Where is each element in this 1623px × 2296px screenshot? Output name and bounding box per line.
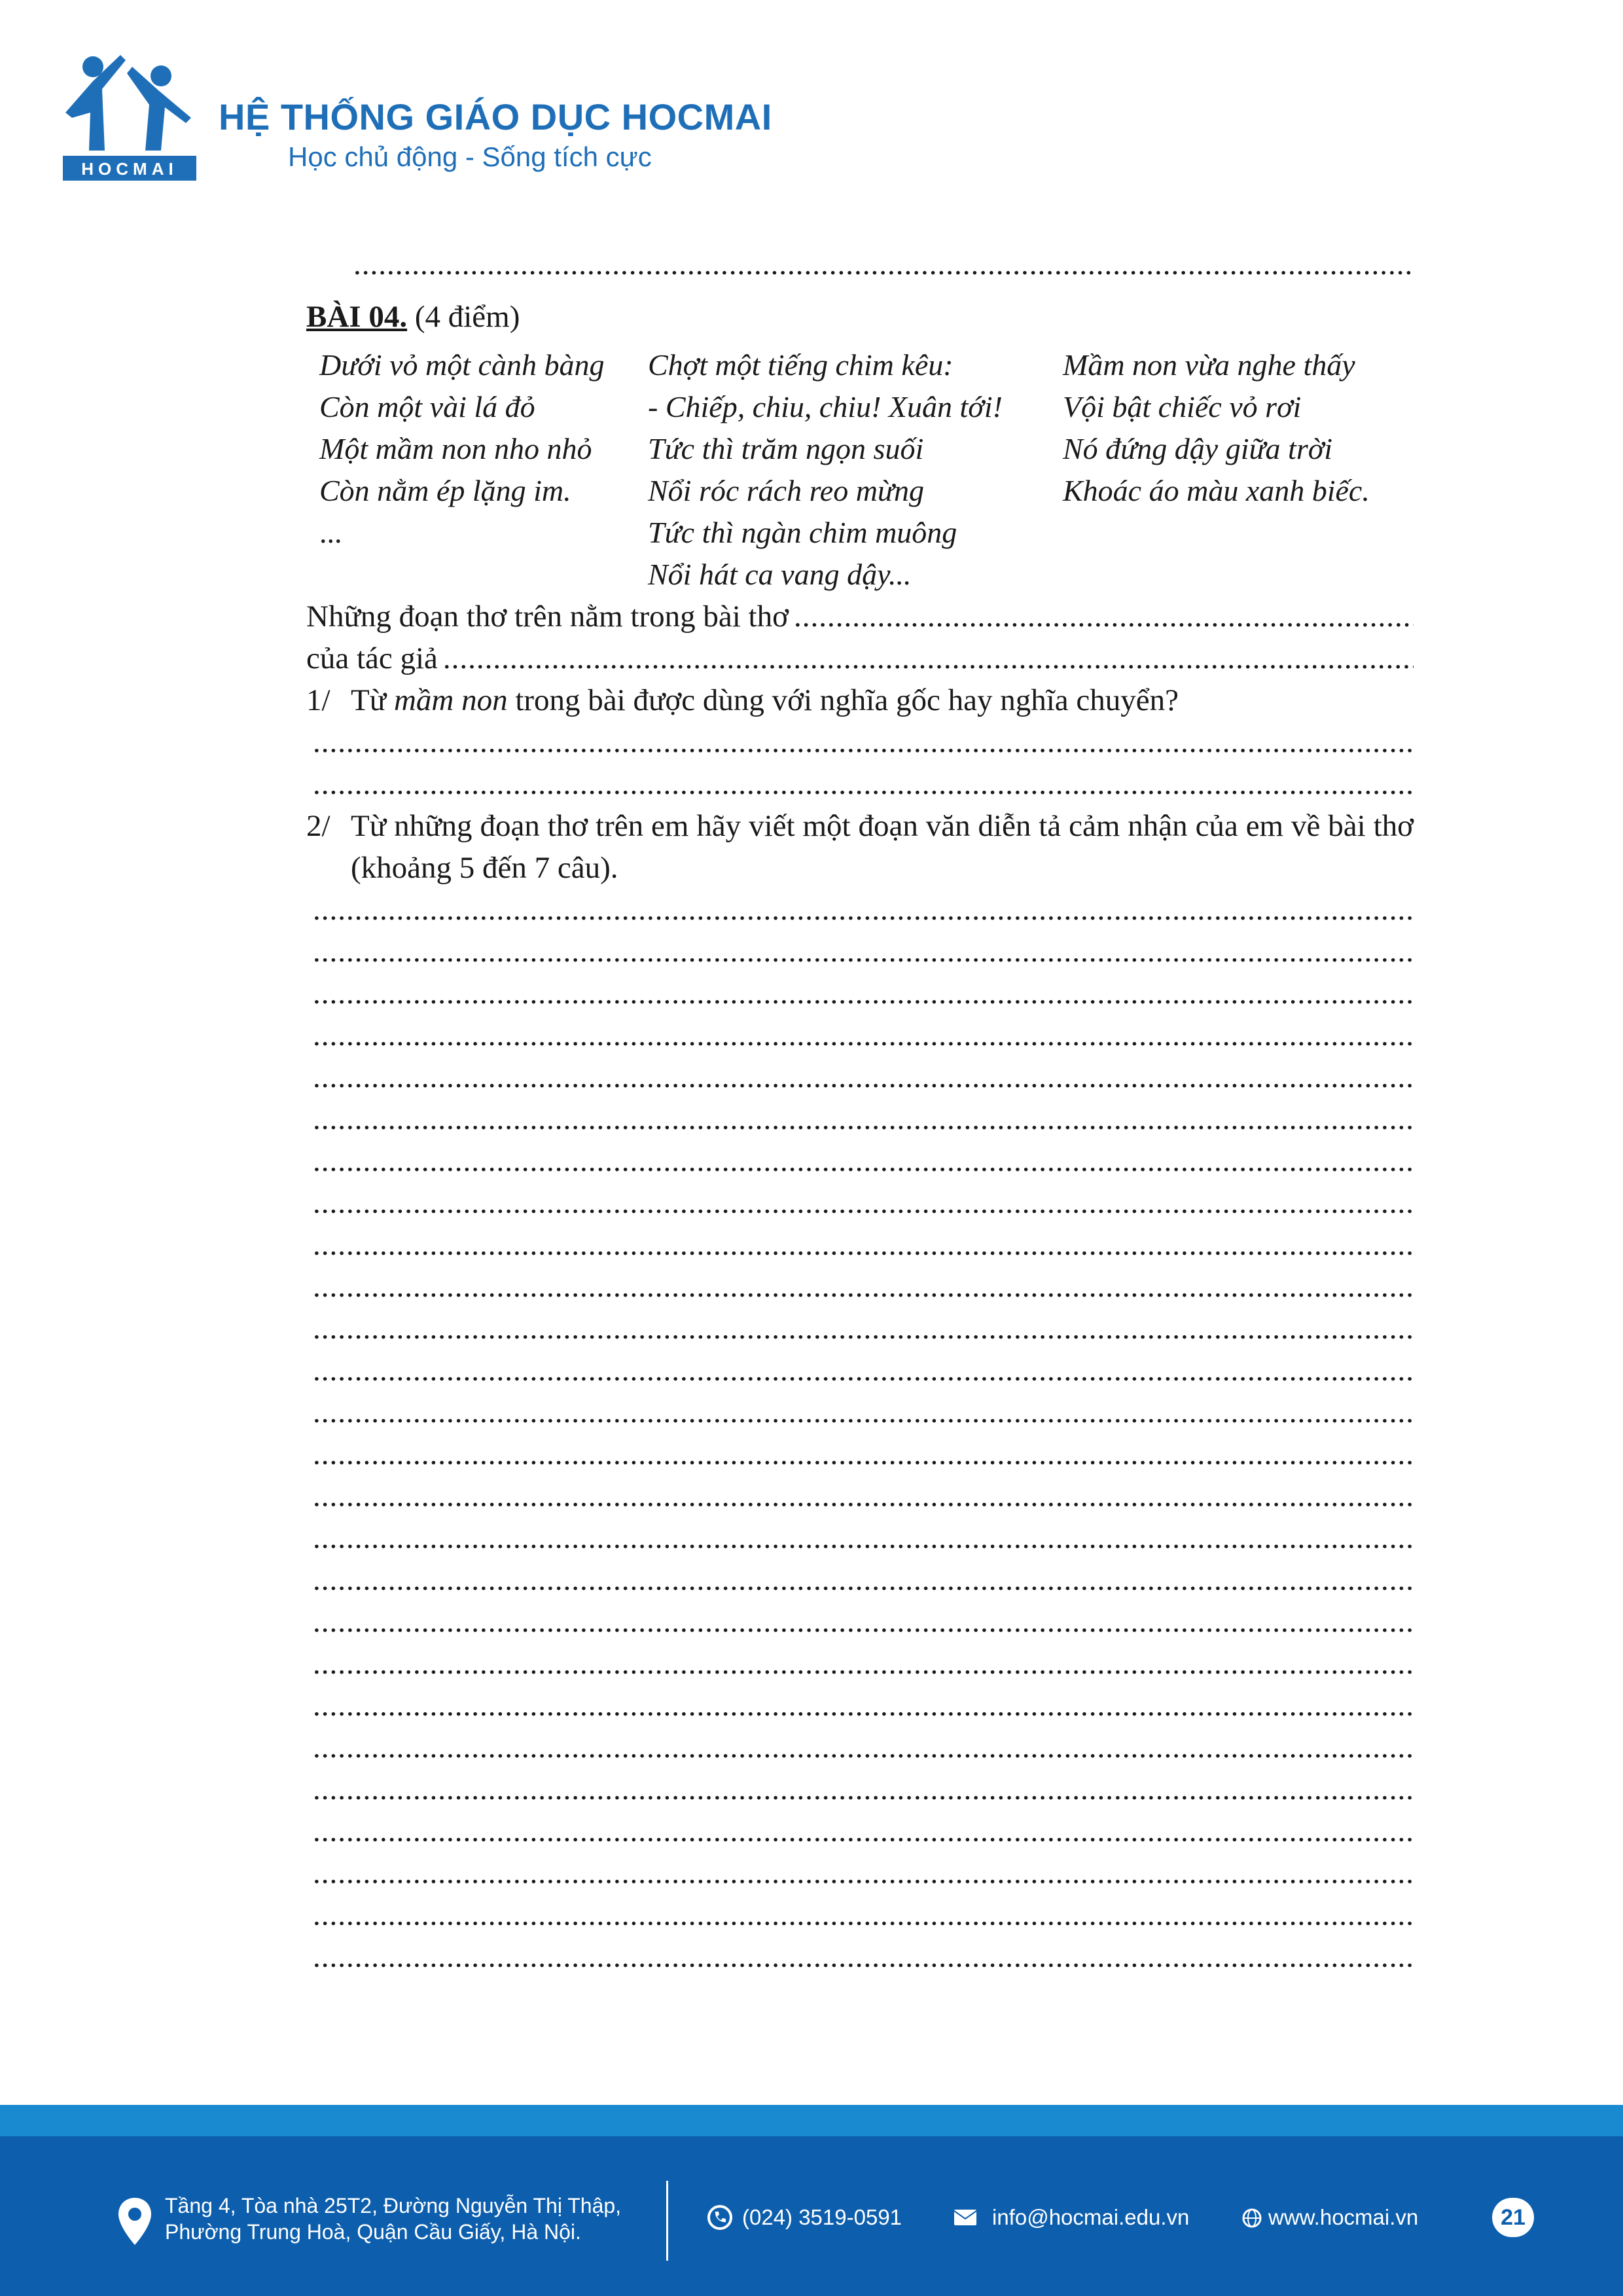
page-footer [0, 2136, 1623, 2296]
answer-line[interactable] [313, 721, 1414, 763]
answer-line[interactable] [353, 243, 1414, 285]
answer-line[interactable] [313, 1350, 1414, 1391]
poem-line: Vội bật chiếc vỏ rơi [1063, 390, 1302, 423]
exercise-title [306, 285, 1414, 344]
poem-excerpt [306, 344, 1414, 596]
poem-line: Tức thì trăm ngọn suối [648, 432, 924, 465]
source-answer-line[interactable] [794, 596, 1414, 637]
footer-email[interactable]: info@hocmai.edu.vn [992, 2205, 1190, 2229]
brand-slogan: Học chủ động - Sống tích cực [288, 141, 652, 172]
address-line-2: Phường Trung Hoà, Quận Cầu Giấy, Hà Nội. [165, 2220, 581, 2244]
page-number: 21 [1492, 2198, 1534, 2237]
question-2 [306, 805, 1414, 889]
author-row [306, 637, 1414, 679]
poem-line: Mầm non vừa nghe thấy [1063, 348, 1355, 382]
poem-line: Một mầm non nho nhỏ [319, 432, 592, 465]
answer-line[interactable] [313, 1433, 1414, 1475]
poem-column-2 [648, 344, 1063, 596]
answer-line[interactable] [313, 1936, 1414, 1978]
answer-line[interactable] [313, 1810, 1414, 1852]
brand-title: HỆ THỐNG GIÁO DỤC HOCMAI [219, 96, 772, 137]
answer-line[interactable] [313, 1056, 1414, 1098]
poem-line: Dưới vỏ một cành bàng [319, 348, 605, 382]
poem-line: Nổi róc rách reo mừng [648, 474, 925, 507]
poem-line: ... [319, 516, 342, 549]
question-1 [306, 679, 1414, 721]
answer-line[interactable] [313, 1852, 1414, 1894]
question-term: mầm non [393, 683, 508, 717]
answer-line[interactable] [313, 973, 1414, 1014]
hocmai-logo [63, 52, 196, 181]
answer-line[interactable] [313, 1475, 1414, 1517]
footer-address [165, 2193, 621, 2245]
answer-line[interactable] [313, 931, 1414, 973]
answer-line[interactable] [313, 1266, 1414, 1308]
answer-line[interactable] [313, 1685, 1414, 1727]
poem-line: Nó đứng dậy giữa trời [1063, 432, 1333, 465]
source-prompt: Những đoạn thơ trên nằm trong bài thơ [306, 600, 789, 634]
answer-line[interactable] [313, 1014, 1414, 1056]
answer-line[interactable] [313, 1768, 1414, 1810]
answer-line[interactable] [313, 1308, 1414, 1350]
answer-line[interactable] [313, 1601, 1414, 1643]
poem-column-1 [319, 344, 648, 596]
footer-divider [666, 2181, 668, 2261]
answer-line[interactable] [313, 1517, 1414, 1559]
poem-line: Tức thì ngàn chim muông [648, 516, 957, 549]
source-poem-row [306, 596, 1414, 637]
poem-line: Chợt một tiếng chim kêu: [648, 348, 954, 382]
poem-line: Khoác áo màu xanh biếc. [1063, 474, 1370, 507]
answer-line[interactable] [313, 1391, 1414, 1433]
answer-line[interactable] [313, 1727, 1414, 1768]
footer-stripe [0, 2105, 1623, 2136]
q2-answer-lines [306, 889, 1414, 1978]
answer-line[interactable] [313, 1140, 1414, 1182]
answer-line[interactable] [313, 763, 1414, 805]
q1-answer-lines [306, 721, 1414, 805]
phone-icon [707, 2204, 733, 2231]
globe-icon [1242, 2208, 1262, 2228]
question-text: Từ những đoạn thơ trên em hãy viết một đoạn văn diễn tả cảm nhận của em về bài thơ (khoảng 5 đến 7 câu). [351, 809, 1414, 885]
author-prompt: của tác giả [306, 641, 438, 675]
footer-phone[interactable]: (024) 3519-0591 [742, 2205, 902, 2229]
answer-line[interactable] [313, 1643, 1414, 1685]
question-text-part: trong bài được dùng với nghĩa gốc hay nghĩa chuyển? [515, 683, 1179, 717]
answer-line[interactable] [313, 889, 1414, 931]
answer-line[interactable] [313, 1098, 1414, 1140]
logo-figures-icon [63, 52, 196, 181]
worksheet-content [306, 243, 1414, 1978]
location-pin-icon [116, 2197, 153, 2246]
poem-line: - Chiếp, chiu, chiu! Xuân tới! [648, 390, 1003, 423]
exercise-label: BÀI 04. [306, 300, 408, 334]
question-number: 1/ [306, 683, 330, 717]
exercise-points: (4 điểm) [414, 300, 520, 334]
answer-line[interactable] [313, 1224, 1414, 1266]
answer-line[interactable] [313, 1559, 1414, 1601]
footer-website[interactable]: www.hocmai.vn [1268, 2205, 1419, 2229]
question-text-part: Từ [351, 683, 387, 717]
poem-line: Nổi hát ca vang dậy... [648, 558, 912, 591]
mail-icon [954, 2210, 976, 2225]
poem-line: Còn một vài lá đỏ [319, 390, 535, 423]
answer-line[interactable] [313, 1182, 1414, 1224]
poem-column-3 [1063, 344, 1414, 596]
answer-line[interactable] [313, 1894, 1414, 1936]
poem-line: Còn nằm ép lặng im. [319, 474, 571, 507]
question-text [351, 679, 1414, 721]
address-line-1: Tầng 4, Tòa nhà 25T2, Đường Nguyễn Thị Thập, [165, 2194, 622, 2217]
logo-text: HOCMAI [81, 159, 178, 179]
author-answer-line[interactable] [443, 637, 1414, 679]
question-number: 2/ [306, 809, 330, 843]
